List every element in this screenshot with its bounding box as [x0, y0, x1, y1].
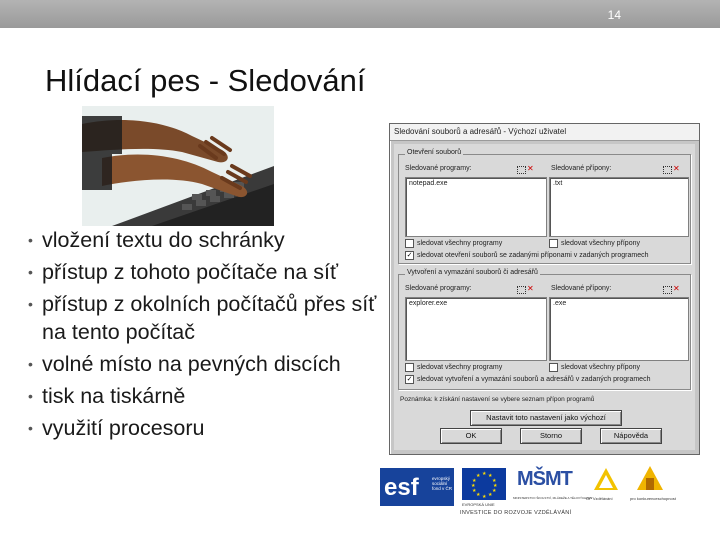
- delete-icon[interactable]: ✕: [527, 164, 534, 173]
- cancel-button[interactable]: Storno: [520, 428, 582, 444]
- eu-flag-logo: ★ ★ ★ ★ ★ ★ ★ ★ ★ ★ ★ ★: [462, 468, 506, 500]
- help-button[interactable]: Nápověda: [600, 428, 662, 444]
- ok-button[interactable]: OK: [440, 428, 502, 444]
- msmt-logo: [513, 468, 593, 506]
- esf-logo: [380, 468, 454, 506]
- list-item[interactable]: .txt: [553, 180, 563, 187]
- list-item[interactable]: notepad.exe: [409, 180, 448, 187]
- group-file-open: [398, 149, 691, 264]
- checkbox[interactable]: [405, 363, 414, 372]
- slide-number: 14: [607, 8, 621, 22]
- group-create-delete-label: Vytvoření a vymazání souborů či adresářů: [407, 269, 538, 276]
- msmt-logo-text: MŠMT: [517, 468, 572, 490]
- checkbox-label: sledovat všechny přípony: [561, 240, 640, 247]
- footer-logos: [380, 462, 680, 522]
- checkbox[interactable]: [549, 239, 558, 248]
- checkbox-checked[interactable]: ✓: [406, 252, 413, 259]
- set-default-button[interactable]: Nastavit toto nastavení jako výchozí: [470, 410, 622, 426]
- extensions-list[interactable]: [549, 177, 689, 237]
- programs-label: Sledované programy:: [405, 285, 472, 292]
- bullet-item: • tisk na tiskárně: [28, 382, 378, 410]
- eu-caption: EVROPSKÁ UNIE: [462, 502, 495, 507]
- chk-all-programs[interactable]: [405, 239, 502, 248]
- esf-logo-text: esf: [384, 474, 419, 501]
- checkbox-checked[interactable]: ✓: [406, 376, 413, 383]
- bullet-item: • využití procesoru: [28, 414, 378, 442]
- op-logo-4: [635, 464, 665, 494]
- chk-all-ext[interactable]: [549, 239, 640, 248]
- add-icon[interactable]: [517, 166, 526, 174]
- delete-icon[interactable]: ✕: [673, 164, 680, 173]
- checkbox[interactable]: [549, 363, 558, 372]
- checkbox-label: sledovat všechny programy: [417, 240, 503, 247]
- extensions-list[interactable]: [549, 297, 689, 361]
- dialog-title: Sledování souborů a adresářů - Výchozí uživatel: [390, 124, 699, 141]
- programs-label: Sledované programy:: [405, 165, 472, 172]
- programs-list[interactable]: [405, 297, 547, 361]
- checkbox-label: sledovat všechny přípony: [561, 364, 640, 371]
- dialog-body: [394, 144, 695, 450]
- logo3-caption: OP Vzdělávání: [586, 496, 613, 501]
- bullet-item: • volné místo na pevných discích: [28, 350, 378, 378]
- add-icon[interactable]: [517, 286, 526, 294]
- top-bar: [0, 0, 720, 28]
- delete-icon[interactable]: ✕: [673, 284, 680, 293]
- chk-all-ext[interactable]: [549, 363, 640, 372]
- group-create-delete: [398, 269, 691, 390]
- programs-list[interactable]: [405, 177, 547, 237]
- investment-slogan: INVESTICE DO ROZVOJE VZDĚLÁVÁNÍ: [460, 510, 572, 516]
- msmt-caption: MINISTERSTVO ŠKOLSTVÍ, MLÁDEŽE A TĚLOVÝCHOVY: [513, 496, 593, 500]
- extensions-label: Sledované přípony:: [551, 165, 612, 172]
- chk-specified[interactable]: [405, 251, 649, 260]
- op-logo-3: [592, 466, 620, 494]
- checkbox-label: sledovat všechny programy: [417, 364, 503, 371]
- chk-specified[interactable]: [405, 375, 650, 384]
- bullet-list: [28, 226, 378, 446]
- logo4-caption: pro konkurenceschopnost: [630, 496, 676, 501]
- bullet-item: • přístup z okolních počítačů přes síť na tento počítač: [28, 290, 378, 346]
- chk-all-programs[interactable]: [405, 363, 502, 372]
- file-monitor-dialog: [389, 123, 700, 455]
- checkbox-label: sledovat vytvoření a vymazání souborů a adresářů v zadaných programech: [417, 376, 651, 383]
- keyboard-photo: [82, 106, 274, 226]
- esf-logo-caption: evropský sociální fond v ČR: [432, 476, 453, 491]
- delete-icon[interactable]: ✕: [527, 284, 534, 293]
- list-item[interactable]: .exe: [553, 300, 567, 307]
- extensions-label: Sledované přípony:: [551, 285, 612, 292]
- add-icon[interactable]: [663, 166, 672, 174]
- dialog-note: Poznámka: k získání nastavení se vybere seznam přípon programů: [400, 396, 595, 403]
- list-item[interactable]: explorer.exe: [409, 300, 448, 307]
- bullet-item: • vložení textu do schránky: [28, 226, 378, 254]
- checkbox-label: sledovat otevření souborů se zadanými příponami v zadaných programech: [417, 252, 649, 259]
- group-file-open-label: Otevření souborů: [407, 149, 462, 156]
- checkbox[interactable]: [405, 239, 414, 248]
- bullet-item: • přístup z tohoto počítače na síť: [28, 258, 378, 286]
- add-icon[interactable]: [663, 286, 672, 294]
- slide-title: Hlídací pes - Sledování: [45, 63, 366, 98]
